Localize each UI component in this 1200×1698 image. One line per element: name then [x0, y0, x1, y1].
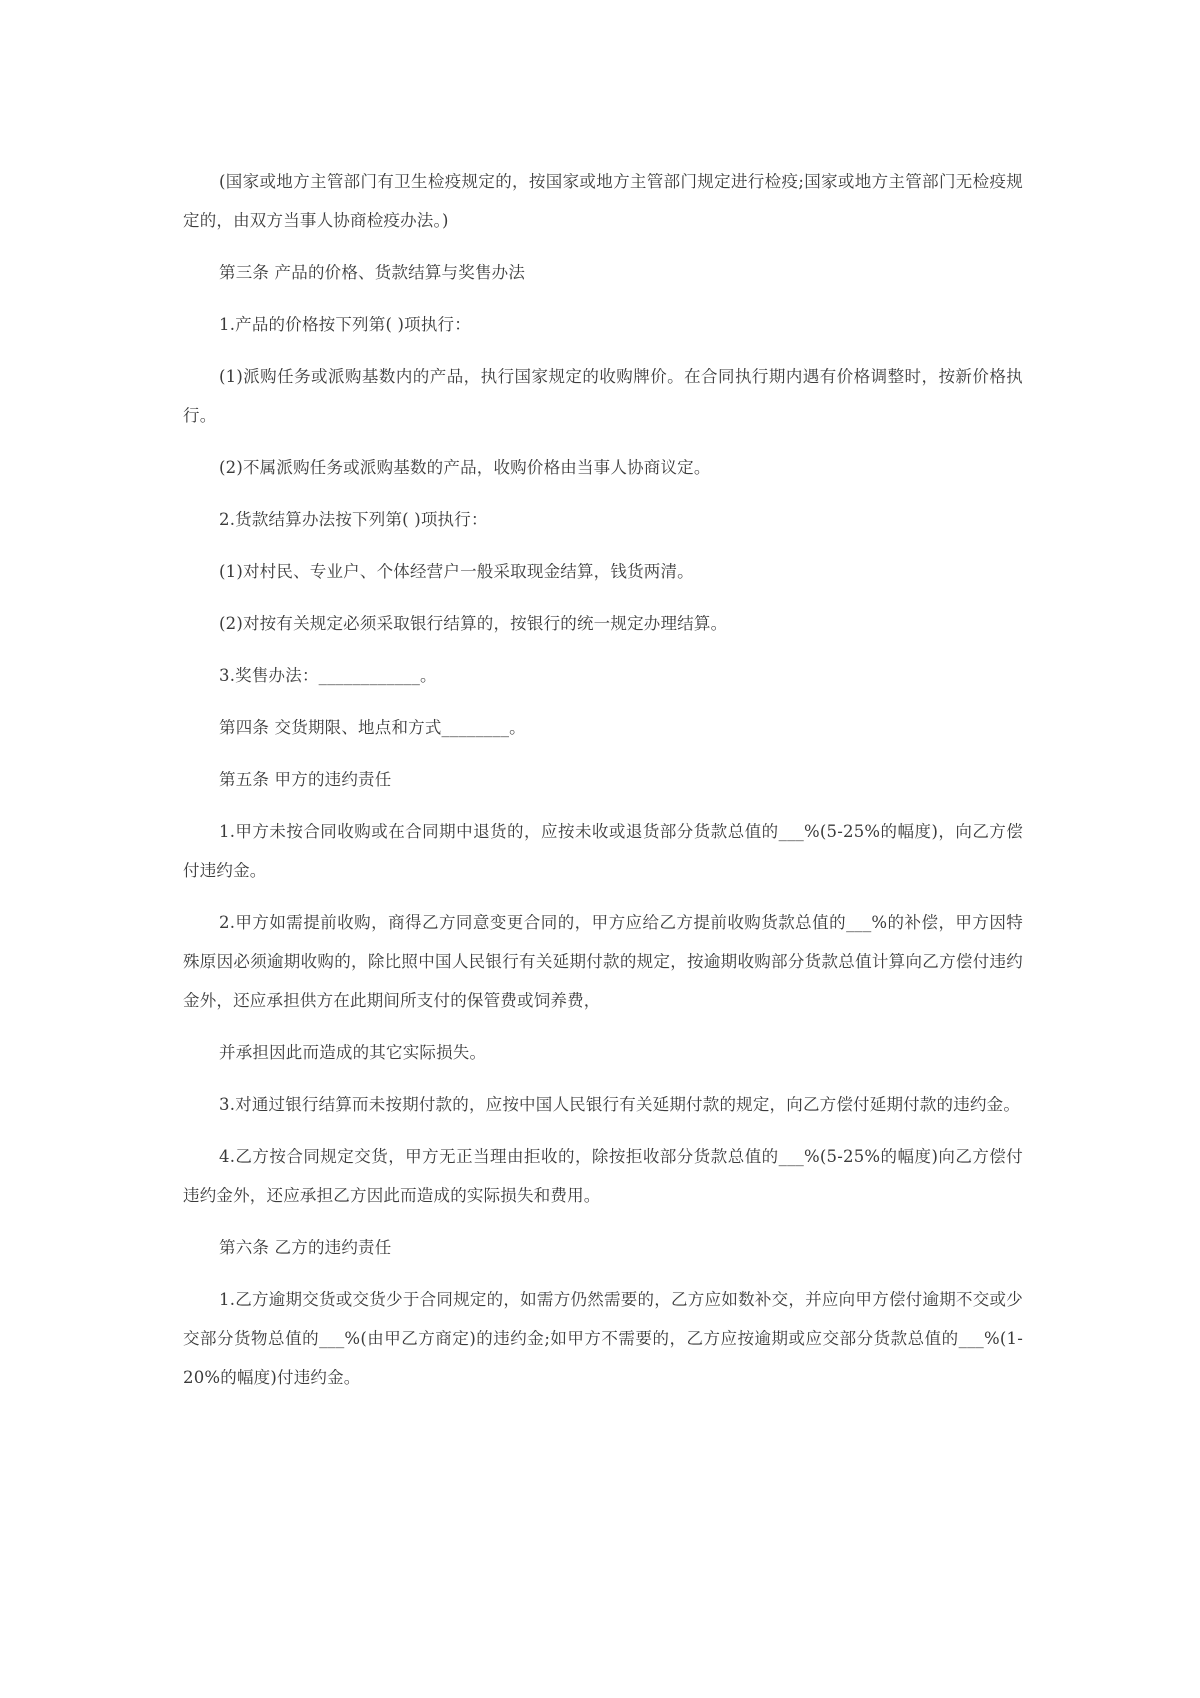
party-a-liability-1: 1.甲方未按合同收购或在合同期中退货的，应按未收或退货部分货款总值的___%(5-25%的幅度)，向乙方偿付违约金。	[183, 822, 1023, 880]
party-a-liability-4: 4.乙方按合同规定交货，甲方无正当理由拒收的，除按拒收部分货款总值的___%(5-25%的幅度)向乙方偿付违约金外，还应承担乙方因此而造成的实际损失和费用。	[183, 1147, 1023, 1205]
price-clause: 1.产品的价格按下列第( )项执行：	[219, 315, 471, 334]
paragraph-quarantine-note: (国家或地方主管部门有卫生检疫规定的，按国家或地方主管部门规定进行检疫;国家或地方主管部门无检疫规定的，由双方当事人协商检疫办法。)	[183, 172, 1023, 230]
price-option-1: (1)派购任务或派购基数内的产品，执行国家规定的收购牌价。在合同执行期内遇有价格调整时，按新价格执行。	[183, 367, 1023, 425]
party-a-liability-3: 3.对通过银行结算而未按期付款的，应按中国人民银行有关延期付款的规定，向乙方偿付延期付款的违约金。	[219, 1095, 1021, 1114]
party-a-liability-2-cont: 并承担因此而造成的其它实际损失。	[219, 1043, 487, 1062]
party-a-liability-2: 2.甲方如需提前收购，商得乙方同意变更合同的，甲方应给乙方提前收购货款总值的___%的补偿，甲方因特殊原因必须逾期收购的，除比照中国人民银行有关延期付款的规定，按逾期收购部分货款总值计算向乙方偿付违约金外，还应承担供方在此期间所支付的保管费或饲养费，	[183, 913, 1023, 1010]
settlement-clause: 2.货款结算办法按下列第( )项执行：	[219, 510, 488, 529]
article-5-heading: 第五条 甲方的违约责任	[219, 770, 392, 789]
article-6-heading: 第六条 乙方的违约责任	[219, 1238, 392, 1257]
article-4-heading: 第四条 交货期限、地点和方式________。	[219, 718, 526, 737]
reward-clause: 3.奖售办法：____________。	[219, 666, 437, 685]
settlement-option-2: (2)对按有关规定必须采取银行结算的，按银行的统一规定办理结算。	[219, 614, 728, 633]
party-b-liability-1: 1.乙方逾期交货或交货少于合同规定的，如需方仍然需要的，乙方应如数补交，并应向甲方偿付逾期不交或少交部分货物总值的___%(由甲乙方商定)的违约金;如甲方不需要的，乙方应按逾期或应交部分货款总值的___%(1-20%的幅度)付违约金。	[183, 1290, 1023, 1387]
article-3-heading: 第三条 产品的价格、货款结算与奖售办法	[219, 263, 526, 282]
document-body	[183, 162, 1023, 1410]
price-option-2: (2)不属派购任务或派购基数的产品，收购价格由当事人协商议定。	[219, 458, 711, 477]
settlement-option-1: (1)对村民、专业户、个体经营户一般采取现金结算，钱货两清。	[219, 562, 694, 581]
